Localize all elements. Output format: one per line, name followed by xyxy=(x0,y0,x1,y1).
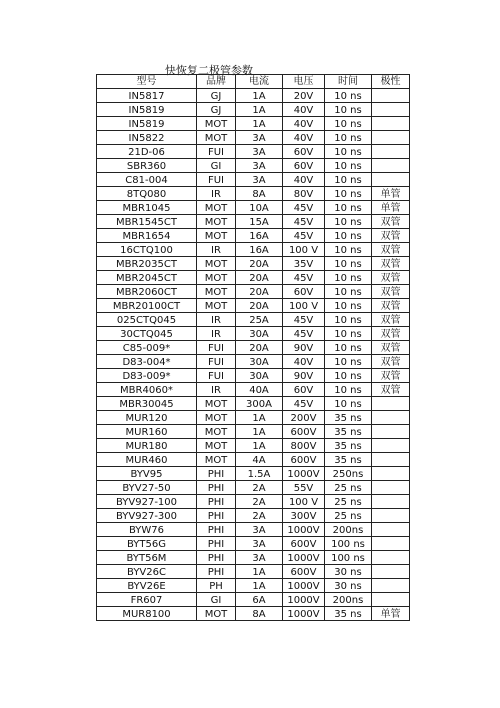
cell-time: 250ns xyxy=(325,467,372,481)
table-row xyxy=(97,257,410,271)
cell-model: IN5822 xyxy=(97,131,197,145)
table-row xyxy=(97,243,410,257)
cell-brand: PHI xyxy=(197,523,236,537)
cell-voltage: 600V xyxy=(283,537,325,551)
cell-model: MBR20100CT xyxy=(97,299,197,313)
table-row xyxy=(97,229,410,243)
cell-polarity xyxy=(372,173,410,187)
cell-current: 2A xyxy=(236,495,283,509)
cell-current: 30A xyxy=(236,355,283,369)
cell-polarity: 双管 xyxy=(372,313,410,327)
cell-polarity: 双管 xyxy=(372,355,410,369)
cell-brand: GJ xyxy=(197,89,236,103)
cell-current: 10A xyxy=(236,201,283,215)
cell-time: 10 ns xyxy=(325,299,372,313)
cell-voltage: 45V xyxy=(283,313,325,327)
cell-current: 6A xyxy=(236,593,283,607)
cell-model: BYV27-50 xyxy=(97,481,197,495)
cell-brand: IR xyxy=(197,313,236,327)
table-row xyxy=(97,145,410,159)
cell-model: IN5819 xyxy=(97,117,197,131)
cell-polarity: 双管 xyxy=(372,257,410,271)
cell-model: BYV95 xyxy=(97,467,197,481)
cell-brand: MOT xyxy=(197,131,236,145)
cell-time: 10 ns xyxy=(325,201,372,215)
cell-model: D83-004* xyxy=(97,355,197,369)
cell-model: BYT56G xyxy=(97,537,197,551)
cell-voltage: 60V xyxy=(283,145,325,159)
cell-current: 16A xyxy=(236,243,283,257)
cell-polarity xyxy=(372,565,410,579)
cell-brand: IR xyxy=(197,243,236,257)
header-polarity: 极性 xyxy=(372,75,410,89)
cell-current: 3A xyxy=(236,551,283,565)
table-row xyxy=(97,369,410,383)
cell-model: MBR4060* xyxy=(97,383,197,397)
cell-polarity: 单管 xyxy=(372,201,410,215)
cell-time: 10 ns xyxy=(325,173,372,187)
cell-polarity xyxy=(372,453,410,467)
cell-current: 3A xyxy=(236,523,283,537)
cell-voltage: 1000V xyxy=(283,551,325,565)
table-row xyxy=(97,355,410,369)
cell-current: 1A xyxy=(236,565,283,579)
cell-current: 1.5A xyxy=(236,467,283,481)
cell-voltage: 20V xyxy=(283,89,325,103)
cell-model: IN5819 xyxy=(97,103,197,117)
cell-brand: FUI xyxy=(197,355,236,369)
cell-time: 10 ns xyxy=(325,117,372,131)
cell-voltage: 40V xyxy=(283,173,325,187)
cell-time: 35 ns xyxy=(325,453,372,467)
cell-polarity xyxy=(372,495,410,509)
cell-polarity xyxy=(372,145,410,159)
cell-voltage: 90V xyxy=(283,341,325,355)
cell-time: 100 ns xyxy=(325,537,372,551)
cell-model: BYV927-300 xyxy=(97,509,197,523)
cell-current: 1A xyxy=(236,579,283,593)
diode-parameter-table xyxy=(96,74,410,621)
cell-model: C81-004 xyxy=(97,173,197,187)
cell-voltage: 60V xyxy=(283,159,325,173)
cell-current: 3A xyxy=(236,173,283,187)
cell-polarity: 双管 xyxy=(372,271,410,285)
table-row xyxy=(97,537,410,551)
cell-time: 10 ns xyxy=(325,327,372,341)
cell-model: BYV26C xyxy=(97,565,197,579)
table-row xyxy=(97,187,410,201)
cell-polarity: 双管 xyxy=(372,369,410,383)
cell-time: 10 ns xyxy=(325,187,372,201)
cell-brand: GI xyxy=(197,593,236,607)
cell-model: MUR120 xyxy=(97,411,197,425)
cell-polarity xyxy=(372,397,410,411)
cell-brand: MOT xyxy=(197,453,236,467)
cell-polarity xyxy=(372,537,410,551)
cell-polarity xyxy=(372,131,410,145)
cell-current: 15A xyxy=(236,215,283,229)
cell-current: 2A xyxy=(236,509,283,523)
cell-voltage: 40V xyxy=(283,355,325,369)
cell-voltage: 600V xyxy=(283,565,325,579)
cell-polarity xyxy=(372,89,410,103)
table-row xyxy=(97,131,410,145)
cell-voltage: 100 V xyxy=(283,243,325,257)
cell-polarity xyxy=(372,579,410,593)
cell-voltage: 55V xyxy=(283,481,325,495)
cell-voltage: 45V xyxy=(283,271,325,285)
cell-brand: MOT xyxy=(197,607,236,621)
cell-voltage: 40V xyxy=(283,103,325,117)
cell-current: 1A xyxy=(236,89,283,103)
cell-current: 1A xyxy=(236,439,283,453)
cell-polarity xyxy=(372,103,410,117)
cell-model: BYT56M xyxy=(97,551,197,565)
cell-voltage: 1000V xyxy=(283,607,325,621)
table-row xyxy=(97,467,410,481)
cell-polarity xyxy=(372,439,410,453)
table-row xyxy=(97,579,410,593)
cell-polarity: 双管 xyxy=(372,229,410,243)
cell-model: 025CTQ045 xyxy=(97,313,197,327)
cell-polarity xyxy=(372,593,410,607)
cell-model: MBR30045 xyxy=(97,397,197,411)
cell-voltage: 35V xyxy=(283,257,325,271)
cell-polarity xyxy=(372,117,410,131)
cell-polarity: 双管 xyxy=(372,285,410,299)
cell-brand: PHI xyxy=(197,467,236,481)
cell-time: 35 ns xyxy=(325,439,372,453)
table-row xyxy=(97,551,410,565)
cell-time: 10 ns xyxy=(325,369,372,383)
cell-current: 300A xyxy=(236,397,283,411)
cell-current: 20A xyxy=(236,341,283,355)
cell-voltage: 80V xyxy=(283,187,325,201)
table-row xyxy=(97,215,410,229)
cell-current: 20A xyxy=(236,257,283,271)
header-time: 时间 xyxy=(325,75,372,89)
cell-brand: GJ xyxy=(197,103,236,117)
cell-polarity: 双管 xyxy=(372,215,410,229)
cell-model: FR607 xyxy=(97,593,197,607)
cell-time: 10 ns xyxy=(325,313,372,327)
cell-voltage: 45V xyxy=(283,397,325,411)
cell-brand: MOT xyxy=(197,229,236,243)
cell-model: SBR360 xyxy=(97,159,197,173)
table-row xyxy=(97,117,410,131)
cell-time: 30 ns xyxy=(325,579,372,593)
cell-time: 10 ns xyxy=(325,103,372,117)
cell-voltage: 45V xyxy=(283,229,325,243)
cell-brand: MOT xyxy=(197,201,236,215)
cell-voltage: 40V xyxy=(283,117,325,131)
table-row xyxy=(97,397,410,411)
cell-current: 30A xyxy=(236,327,283,341)
cell-polarity xyxy=(372,523,410,537)
cell-model: 8TQ080 xyxy=(97,187,197,201)
table-row xyxy=(97,341,410,355)
table-row xyxy=(97,481,410,495)
cell-polarity: 双管 xyxy=(372,299,410,313)
table-row xyxy=(97,271,410,285)
cell-voltage: 600V xyxy=(283,453,325,467)
cell-brand: MOT xyxy=(197,425,236,439)
cell-model: MBR2045CT xyxy=(97,271,197,285)
cell-time: 10 ns xyxy=(325,243,372,257)
table-row xyxy=(97,201,410,215)
cell-polarity: 双管 xyxy=(372,383,410,397)
cell-polarity: 双管 xyxy=(372,341,410,355)
table-row xyxy=(97,439,410,453)
cell-model: BYW76 xyxy=(97,523,197,537)
cell-time: 10 ns xyxy=(325,271,372,285)
cell-brand: PHI xyxy=(197,551,236,565)
cell-brand: IR xyxy=(197,383,236,397)
table-row xyxy=(97,523,410,537)
cell-brand: PHI xyxy=(197,481,236,495)
cell-time: 35 ns xyxy=(325,607,372,621)
table-row xyxy=(97,89,410,103)
cell-time: 10 ns xyxy=(325,89,372,103)
cell-current: 20A xyxy=(236,285,283,299)
cell-time: 10 ns xyxy=(325,159,372,173)
cell-voltage: 100 V xyxy=(283,495,325,509)
table-row xyxy=(97,313,410,327)
cell-polarity xyxy=(372,411,410,425)
cell-voltage: 100 V xyxy=(283,299,325,313)
cell-current: 40A xyxy=(236,383,283,397)
table-row xyxy=(97,159,410,173)
cell-model: MUR180 xyxy=(97,439,197,453)
table-row xyxy=(97,593,410,607)
header-voltage: 电压 xyxy=(283,75,325,89)
table-row xyxy=(97,327,410,341)
cell-time: 200ns xyxy=(325,523,372,537)
cell-time: 35 ns xyxy=(325,425,372,439)
cell-current: 25A xyxy=(236,313,283,327)
table-body xyxy=(97,89,410,621)
cell-voltage: 600V xyxy=(283,425,325,439)
table-row xyxy=(97,411,410,425)
cell-model: 16CTQ100 xyxy=(97,243,197,257)
cell-time: 25 ns xyxy=(325,509,372,523)
cell-brand: IR xyxy=(197,327,236,341)
cell-voltage: 60V xyxy=(283,383,325,397)
cell-model: MUR460 xyxy=(97,453,197,467)
table-row xyxy=(97,425,410,439)
table-row xyxy=(97,103,410,117)
cell-polarity xyxy=(372,509,410,523)
cell-current: 1A xyxy=(236,425,283,439)
cell-model: MBR1045 xyxy=(97,201,197,215)
cell-current: 3A xyxy=(236,537,283,551)
table-row xyxy=(97,383,410,397)
cell-brand: MOT xyxy=(197,271,236,285)
cell-polarity xyxy=(372,159,410,173)
table-row xyxy=(97,285,410,299)
cell-voltage: 45V xyxy=(283,201,325,215)
cell-model: MBR2035CT xyxy=(97,257,197,271)
table-row xyxy=(97,509,410,523)
table-title: 快恢复二极管参数 xyxy=(165,64,253,77)
cell-polarity: 单管 xyxy=(372,187,410,201)
cell-model: 30CTQ045 xyxy=(97,327,197,341)
cell-brand: MOT xyxy=(197,285,236,299)
table-row xyxy=(97,565,410,579)
cell-current: 20A xyxy=(236,299,283,313)
cell-time: 10 ns xyxy=(325,285,372,299)
cell-model: MBR2060CT xyxy=(97,285,197,299)
cell-brand: PH xyxy=(197,579,236,593)
header-current: 电流 xyxy=(236,75,283,89)
cell-brand: MOT xyxy=(197,117,236,131)
cell-voltage: 1000V xyxy=(283,593,325,607)
cell-current: 8A xyxy=(236,607,283,621)
cell-brand: MOT xyxy=(197,397,236,411)
cell-current: 1A xyxy=(236,411,283,425)
cell-voltage: 1000V xyxy=(283,523,325,537)
cell-current: 2A xyxy=(236,481,283,495)
cell-brand: IR xyxy=(197,187,236,201)
table-row xyxy=(97,453,410,467)
cell-polarity xyxy=(372,551,410,565)
cell-time: 10 ns xyxy=(325,397,372,411)
cell-brand: MOT xyxy=(197,411,236,425)
cell-time: 10 ns xyxy=(325,355,372,369)
cell-polarity xyxy=(372,425,410,439)
cell-model: MBR1545CT xyxy=(97,215,197,229)
cell-brand: MOT xyxy=(197,299,236,313)
cell-time: 25 ns xyxy=(325,481,372,495)
header-brand: 品牌 xyxy=(197,75,236,89)
cell-current: 1A xyxy=(236,103,283,117)
cell-time: 10 ns xyxy=(325,145,372,159)
cell-time: 25 ns xyxy=(325,495,372,509)
cell-model: C85-009* xyxy=(97,341,197,355)
cell-current: 1A xyxy=(236,117,283,131)
cell-voltage: 1000V xyxy=(283,467,325,481)
table-row xyxy=(97,173,410,187)
cell-brand: GI xyxy=(197,159,236,173)
cell-model: D83-009* xyxy=(97,369,197,383)
cell-brand: PHI xyxy=(197,565,236,579)
table-row xyxy=(97,299,410,313)
cell-current: 3A xyxy=(236,131,283,145)
cell-polarity: 单管 xyxy=(372,607,410,621)
cell-time: 10 ns xyxy=(325,257,372,271)
table-row xyxy=(97,495,410,509)
cell-time: 30 ns xyxy=(325,565,372,579)
cell-model: BYV26E xyxy=(97,579,197,593)
cell-time: 100 ns xyxy=(325,551,372,565)
cell-current: 4A xyxy=(236,453,283,467)
cell-polarity: 双管 xyxy=(372,327,410,341)
cell-polarity xyxy=(372,481,410,495)
cell-brand: MOT xyxy=(197,215,236,229)
cell-model: MBR1654 xyxy=(97,229,197,243)
cell-polarity xyxy=(372,467,410,481)
cell-voltage: 90V xyxy=(283,369,325,383)
cell-current: 20A xyxy=(236,271,283,285)
header-row xyxy=(97,75,410,89)
cell-model: 21D-06 xyxy=(97,145,197,159)
cell-voltage: 40V xyxy=(283,131,325,145)
cell-brand: FUI xyxy=(197,369,236,383)
cell-voltage: 45V xyxy=(283,327,325,341)
cell-brand: PHI xyxy=(197,495,236,509)
cell-brand: MOT xyxy=(197,257,236,271)
cell-current: 16A xyxy=(236,229,283,243)
cell-voltage: 60V xyxy=(283,285,325,299)
cell-time: 10 ns xyxy=(325,229,372,243)
cell-time: 10 ns xyxy=(325,215,372,229)
cell-current: 8A xyxy=(236,187,283,201)
cell-time: 200ns xyxy=(325,593,372,607)
header-model: 型号 xyxy=(97,75,197,89)
cell-model: BYV927-100 xyxy=(97,495,197,509)
cell-voltage: 300V xyxy=(283,509,325,523)
cell-time: 35 ns xyxy=(325,411,372,425)
cell-voltage: 800V xyxy=(283,439,325,453)
cell-brand: FUI xyxy=(197,145,236,159)
cell-brand: MOT xyxy=(197,439,236,453)
cell-time: 10 ns xyxy=(325,383,372,397)
cell-model: MUR8100 xyxy=(97,607,197,621)
cell-model: MUR160 xyxy=(97,425,197,439)
cell-voltage: 200V xyxy=(283,411,325,425)
cell-time: 10 ns xyxy=(325,131,372,145)
cell-current: 30A xyxy=(236,369,283,383)
cell-model: IN5817 xyxy=(97,89,197,103)
cell-time: 10 ns xyxy=(325,341,372,355)
cell-brand: FUI xyxy=(197,173,236,187)
cell-brand: PHI xyxy=(197,537,236,551)
table-row xyxy=(97,607,410,621)
cell-polarity: 双管 xyxy=(372,243,410,257)
cell-current: 3A xyxy=(236,159,283,173)
cell-voltage: 1000V xyxy=(283,579,325,593)
cell-brand: FUI xyxy=(197,341,236,355)
cell-brand: PHI xyxy=(197,509,236,523)
cell-voltage: 45V xyxy=(283,215,325,229)
cell-current: 3A xyxy=(236,145,283,159)
